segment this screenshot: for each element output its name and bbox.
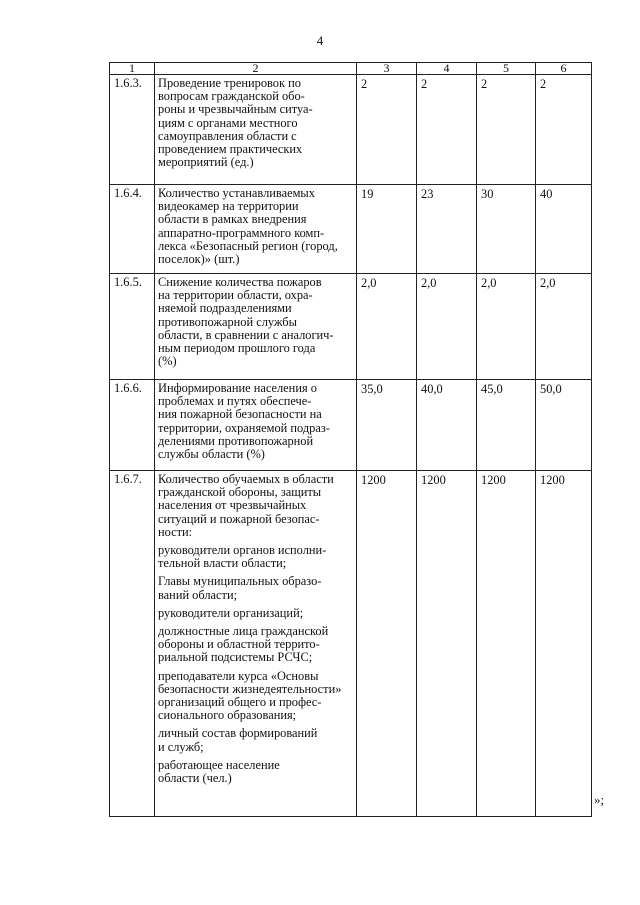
text-line: делениями противопожарной	[158, 433, 314, 448]
trainee-category	[158, 607, 353, 620]
text-line: мероприятий (ед.)	[158, 155, 254, 170]
row-number: 1.6.5.	[110, 274, 155, 380]
row-number: 1.6.3.	[110, 75, 155, 185]
text-line: противопожарной службы	[158, 314, 297, 329]
text-line: проблемах и путях обеспече-	[158, 394, 312, 409]
indicator-description	[155, 185, 357, 274]
value-cell: 30	[477, 185, 536, 274]
row-number: 1.6.4.	[110, 185, 155, 274]
text-line: руководители организаций;	[158, 605, 304, 620]
header-row	[110, 63, 592, 75]
header-cell: 3	[357, 63, 417, 75]
text-line: видеокамер на территории	[158, 199, 299, 214]
table-row	[110, 75, 592, 185]
trainee-category	[158, 727, 353, 753]
text-line: циям с органами местного	[158, 115, 298, 130]
value-cell: 19	[357, 185, 417, 274]
header-cell: 4	[417, 63, 477, 75]
trainee-category	[158, 625, 353, 665]
value-cell: 1200	[417, 471, 477, 817]
row-number: 1.6.7.	[110, 471, 155, 817]
text-line: гражданской обороны, защиты	[158, 485, 322, 500]
row-number: 1.6.6.	[110, 380, 155, 471]
header-cell: 5	[477, 63, 536, 75]
text-line: личный состав формирований	[158, 726, 318, 741]
value-cell: 2	[417, 75, 477, 185]
text-line: риальной подсистемы РСЧС;	[158, 650, 313, 665]
text-line: тельной власти области;	[158, 556, 287, 571]
indicator-text	[158, 473, 353, 539]
text-line: руководители органов исполни-	[158, 543, 327, 558]
text-line: области, в сравнении с аналогич-	[158, 327, 334, 342]
value-cell: 2	[536, 75, 592, 185]
trainee-category	[158, 575, 353, 601]
text-line: должностные лица гражданской	[158, 624, 329, 639]
indicator-description	[155, 471, 357, 817]
value-cell: 23	[417, 185, 477, 274]
indicators-table	[109, 62, 592, 817]
value-cell: 2,0	[357, 274, 417, 380]
text-line: лекса «Безопасный регион (город,	[158, 238, 338, 253]
text-line: работающее население	[158, 757, 280, 772]
text-line: Проведение тренировок по	[158, 76, 301, 90]
value-cell: 1200	[477, 471, 536, 817]
value-cell: 40	[536, 185, 592, 274]
text-line: и служб;	[158, 739, 204, 754]
indicator-description	[155, 274, 357, 380]
text-line: Количество обучаемых в области	[158, 472, 334, 486]
text-line: Количество устанавливаемых	[158, 186, 315, 200]
indicator-text	[158, 382, 353, 461]
closing-quote: »;	[594, 792, 605, 807]
text-line: Информирование населения о	[158, 381, 317, 395]
text-line: Главы муниципальных образо-	[158, 574, 322, 589]
value-cell: 2,0	[477, 274, 536, 380]
text-line: организаций общего и профес-	[158, 695, 322, 710]
text-line: ности:	[158, 524, 193, 539]
value-cell: 2,0	[417, 274, 477, 380]
text-line: ния пожарной безопасности на	[158, 407, 322, 422]
trainee-category	[158, 759, 353, 785]
value-cell: 2,0	[536, 274, 592, 380]
page-number: 4	[316, 33, 324, 48]
value-cell: 2	[477, 75, 536, 185]
text-line: преподаватели курса «Основы	[158, 668, 319, 683]
value-cell: 1200	[357, 471, 417, 817]
table-row	[110, 471, 592, 817]
header-cell: 2	[155, 63, 357, 75]
text-line: (%)	[158, 354, 177, 369]
text-line: ным периодом прошлого года	[158, 341, 316, 356]
text-line: роны и чрезвычайным ситуа-	[158, 102, 313, 117]
text-line: ваний области;	[158, 587, 238, 602]
table-row	[110, 274, 592, 380]
table-row	[110, 380, 592, 471]
text-line: поселок)» (шт.)	[158, 252, 240, 267]
indicator-text	[158, 276, 353, 368]
text-line: безопасности жизнедеятельности»	[158, 681, 342, 696]
trainee-category	[158, 544, 353, 570]
value-cell: 35,0	[357, 380, 417, 471]
text-line: вопросам гражданской обо-	[158, 89, 305, 104]
header-cell: 1	[110, 63, 155, 75]
text-line: обороны и областной террито-	[158, 637, 320, 652]
table-row	[110, 185, 592, 274]
text-line: сионального образования;	[158, 708, 297, 723]
text-line: службы области (%)	[158, 447, 265, 462]
text-line: аппаратно-программного комп-	[158, 225, 325, 240]
value-cell: 50,0	[536, 380, 592, 471]
text-line: Снижение количества пожаров	[158, 275, 322, 289]
text-line: проведением практических	[158, 142, 303, 157]
text-line: области в рамках внедрения	[158, 212, 307, 227]
text-line: населения от чрезвычайных	[158, 498, 307, 513]
value-cell: 45,0	[477, 380, 536, 471]
value-cell: 1200	[536, 471, 592, 817]
indicator-description	[155, 380, 357, 471]
text-line: области (чел.)	[158, 771, 232, 786]
value-cell: 2	[357, 75, 417, 185]
text-line: няемой подразделениями	[158, 301, 292, 316]
text-line: самоуправления области с	[158, 128, 297, 143]
text-line: на территории области, охра-	[158, 288, 313, 303]
indicator-text	[158, 77, 353, 169]
value-cell: 40,0	[417, 380, 477, 471]
trainee-category	[158, 670, 353, 723]
indicator-text	[158, 187, 353, 266]
indicator-description	[155, 75, 357, 185]
text-line: территории, охраняемой подраз-	[158, 420, 330, 435]
text-line: ситуаций и пожарной безопас-	[158, 511, 320, 526]
header-cell: 6	[536, 63, 592, 75]
